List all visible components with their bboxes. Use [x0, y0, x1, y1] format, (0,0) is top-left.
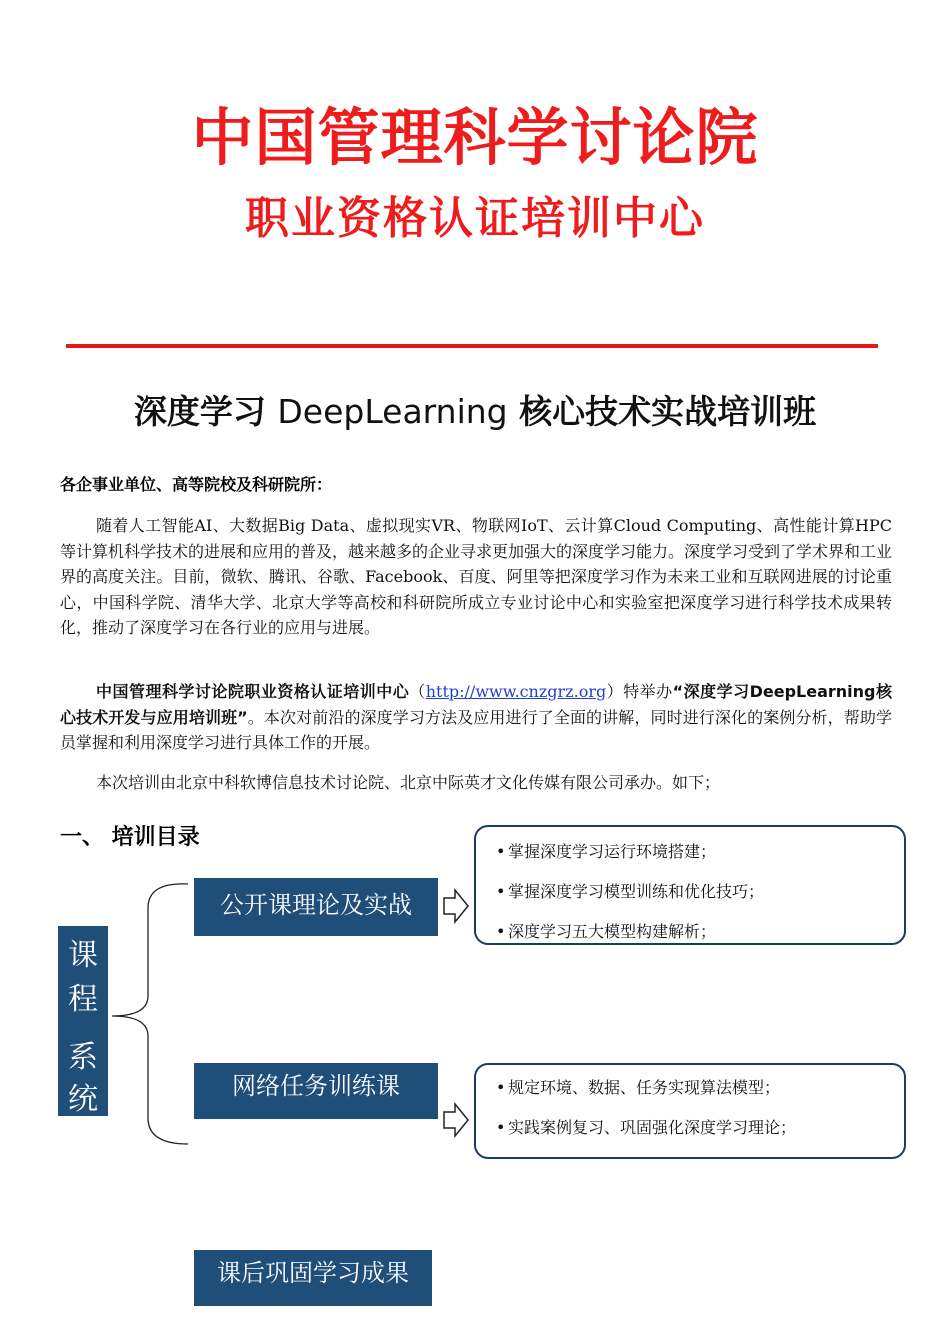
paren-close: ）特举办: [606, 682, 673, 701]
course-system-box: [58, 926, 108, 1116]
system-char: 程: [68, 982, 98, 1017]
org-title: 中国管理科学讨论院: [191, 101, 759, 174]
system-char: 统: [68, 1082, 98, 1117]
branch-open-course: 公开课理论及实战: [194, 878, 438, 936]
list-item: • 实践案例复习、巩固强化深度学习理论；: [496, 1118, 797, 1137]
salutation: 各企事业单位、高等院校及科研院所：: [60, 475, 333, 494]
intro-paragraph: 随着人工智能AI、大数据Big Data、虚拟现实VR、物联网IoT、云计算Cloud Computing、高性能计算HPC等计算机科学技术的进展和应用的普及，越来越多的企业寻求更加强大的深度学习能力。深度学习受到了学术界和工业界的高度关注。目前，微软、腾讯、谷歌、Facebook、百度、阿里等把深度学习作为未来工业和互联网进展的讨论重心，中国科学院、清华大学、北京大学等高校和科研院所成立专业讨论中心和实验室把深度学习进行科学技术成果转化，推动了深度学习在各行业的应用与进展。: [60, 516, 893, 637]
course-title: [0, 386, 950, 433]
branch-online-training: 网络任务训练课: [194, 1063, 438, 1119]
course-title-en: DeepLearning: [277, 392, 508, 431]
red-divider: [66, 344, 878, 348]
course-title-suffix: 核心技术实战培训班: [519, 392, 817, 431]
brace-connector: [108, 878, 194, 1148]
list-item: • 规定环境、数据、任务实现算法模型；: [496, 1078, 781, 1097]
right-arrow-icon: [442, 1102, 470, 1138]
branch-open-course-details: [474, 825, 906, 945]
list-item: • 掌握深度学习模型训练和优化技巧；: [496, 882, 765, 901]
paren-open: （: [409, 682, 426, 701]
branch-post-course: 课后巩固学习成果: [194, 1250, 432, 1306]
section-heading-training-catalog: 一、 培训目录: [60, 825, 200, 850]
website-link[interactable]: http://www.cnzgrz.org: [425, 682, 607, 701]
system-char: 系: [68, 1040, 98, 1075]
right-arrow-icon: [442, 888, 470, 924]
center-subtitle: 职业资格认证培训中心: [245, 193, 705, 244]
organizer-paragraph: [60, 679, 892, 756]
course-title-prefix: 深度学习: [133, 392, 266, 431]
branch-online-training-details: [474, 1063, 906, 1159]
organizer-paragraph-rest: 。本次对前沿的深度学习方法及应用进行了全面的讲解，同时进行深化的案例分析，帮助学员掌握和利用深度学习进行具体工作的开展。: [60, 707, 892, 752]
host-paragraph: 本次培训由北京中科软博信息技术讨论院、北京中际英才文化传媒有限公司承办。如下；: [96, 773, 721, 792]
system-char: 课: [68, 938, 98, 973]
organizer-name: 中国管理科学讨论院职业资格认证培训中心: [96, 682, 410, 701]
list-item: • 深度学习五大模型构建解析；: [496, 922, 717, 941]
course-full-name: “深度学习DeepLearning核心技术开发与应用培训班”: [60, 682, 892, 727]
list-item: • 掌握深度学习运行环境搭建；: [496, 842, 717, 861]
